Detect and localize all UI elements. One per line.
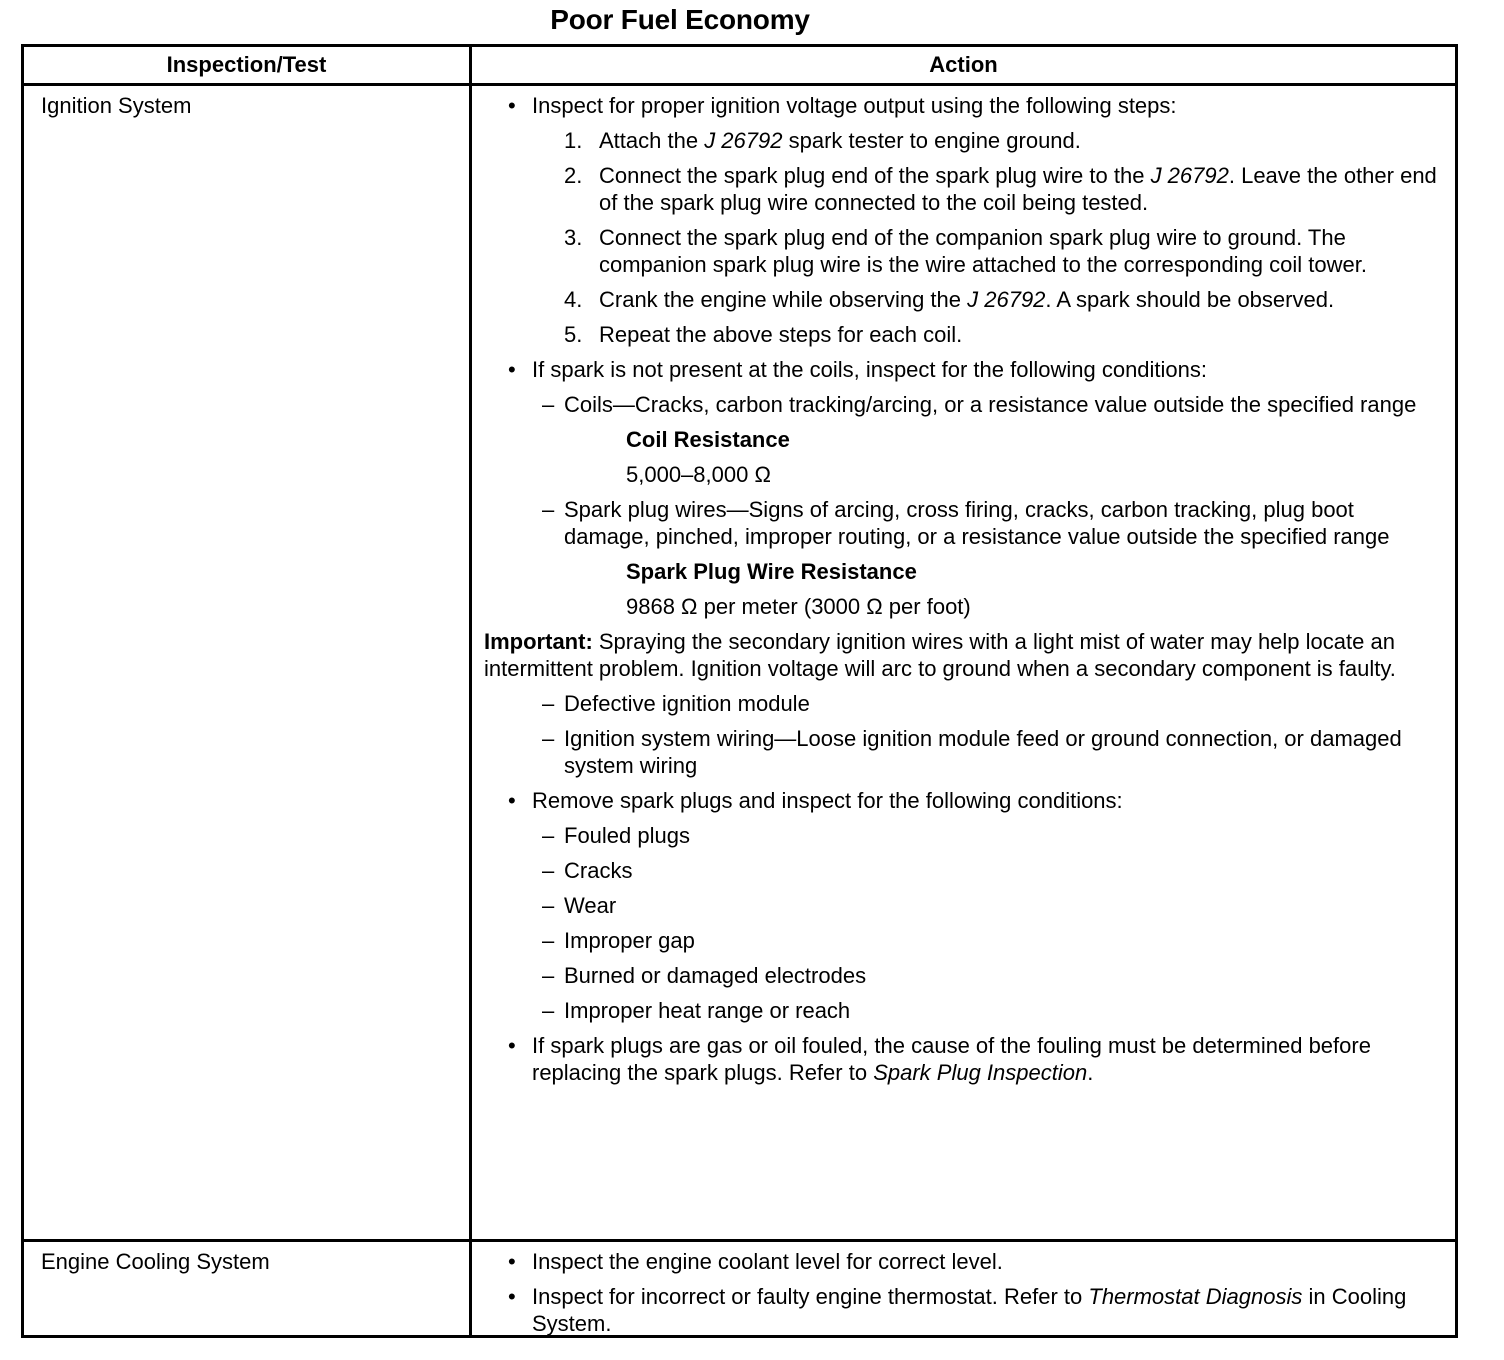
step-item: 3. Connect the spark plug end of the companion spark plug wire to ground. The companion spark plug wire is the wire attached to the corresponding coil tower.	[564, 225, 1367, 277]
bullet-item: • Inspect the engine coolant level for correct level.	[484, 1248, 1443, 1275]
dash-item: – Ignition system wiring—Loose ignition module feed or ground connection, or damaged system wiring	[542, 726, 1402, 778]
row-label: Ignition System	[41, 93, 192, 118]
table-row	[24, 1239, 1455, 1335]
step-item: 4. Crank the engine while observing the J 26792. A spark should be observed.	[564, 287, 1335, 312]
reference-link: Spark Plug Inspection	[873, 1060, 1088, 1085]
tool-reference: J 26792	[704, 128, 783, 153]
diagnosis-table	[21, 44, 1458, 1338]
tool-reference: J 26792	[967, 287, 1046, 312]
bullet-item: • Inspect for proper ignition voltage output using the following steps:	[484, 92, 1443, 119]
header-inspection-test: Inspection/Test	[24, 47, 472, 83]
reference-link: Thermostat Diagnosis	[1088, 1284, 1303, 1309]
step-item: 1. Attach the J 26792 spark tester to engine ground.	[564, 128, 1081, 153]
dash-item: – Defective ignition module	[542, 691, 810, 716]
bullet-item: • Inspect for incorrect or faulty engine thermostat. Refer to Thermostat Diagnosis in Cooling System.	[484, 1283, 1443, 1337]
dash-item: – Cracks	[542, 858, 633, 883]
dash-item: – Fouled plugs	[542, 823, 690, 848]
dash-item: – Coils—Cracks, carbon tracking/arcing, or a resistance value outside the specified range	[542, 392, 1417, 417]
dash-item: – Wear	[542, 893, 617, 918]
step-item: 2. Connect the spark plug end of the spark plug wire to the J 26792. Leave the other end of the spark plug wire connected to the coil being tested.	[564, 163, 1437, 215]
dash-item: – Improper gap	[542, 928, 695, 953]
dash-item: – Spark plug wires—Signs of arcing, cross firing, cracks, carbon tracking, plug boot damage, pinched, improper routing, or a resistance value outside the specified range	[542, 497, 1390, 549]
action-cell	[472, 86, 1455, 1239]
table-row	[24, 83, 1455, 1239]
bullet-item: • If spark is not present at the coils, inspect for the following conditions:	[484, 356, 1443, 383]
tool-reference: J 26792	[1150, 163, 1229, 188]
table-header-row	[24, 47, 1455, 83]
bullet-item: • Remove spark plugs and inspect for the following conditions:	[484, 787, 1443, 814]
dash-item: – Burned or damaged electrodes	[542, 963, 867, 988]
spec-label: Spark Plug Wire Resistance	[626, 559, 917, 584]
important-note: Important: Spraying the secondary ignition wires with a light mist of water may help locate an intermittent problem. Ignition voltage will arc to ground when a secondary component is faulty.	[484, 629, 1396, 681]
spec-value: 5,000–8,000 Ω	[626, 462, 771, 487]
bullet-item: • If spark plugs are gas or oil fouled, the cause of the fouling must be determined before replacing the spark plugs. Refer to Spark Plug Inspection.	[484, 1032, 1443, 1086]
row-label: Engine Cooling System	[41, 1249, 270, 1274]
spec-label: Coil Resistance	[626, 427, 790, 452]
header-action: Action	[929, 52, 998, 77]
step-item: 5. Repeat the above steps for each coil.	[564, 322, 963, 347]
action-cell	[472, 1242, 1455, 1335]
dash-item: – Improper heat range or reach	[542, 998, 851, 1023]
spec-value: 9868 Ω per meter (3000 Ω per foot)	[626, 594, 971, 619]
page-title: Poor Fuel Economy	[550, 4, 810, 35]
